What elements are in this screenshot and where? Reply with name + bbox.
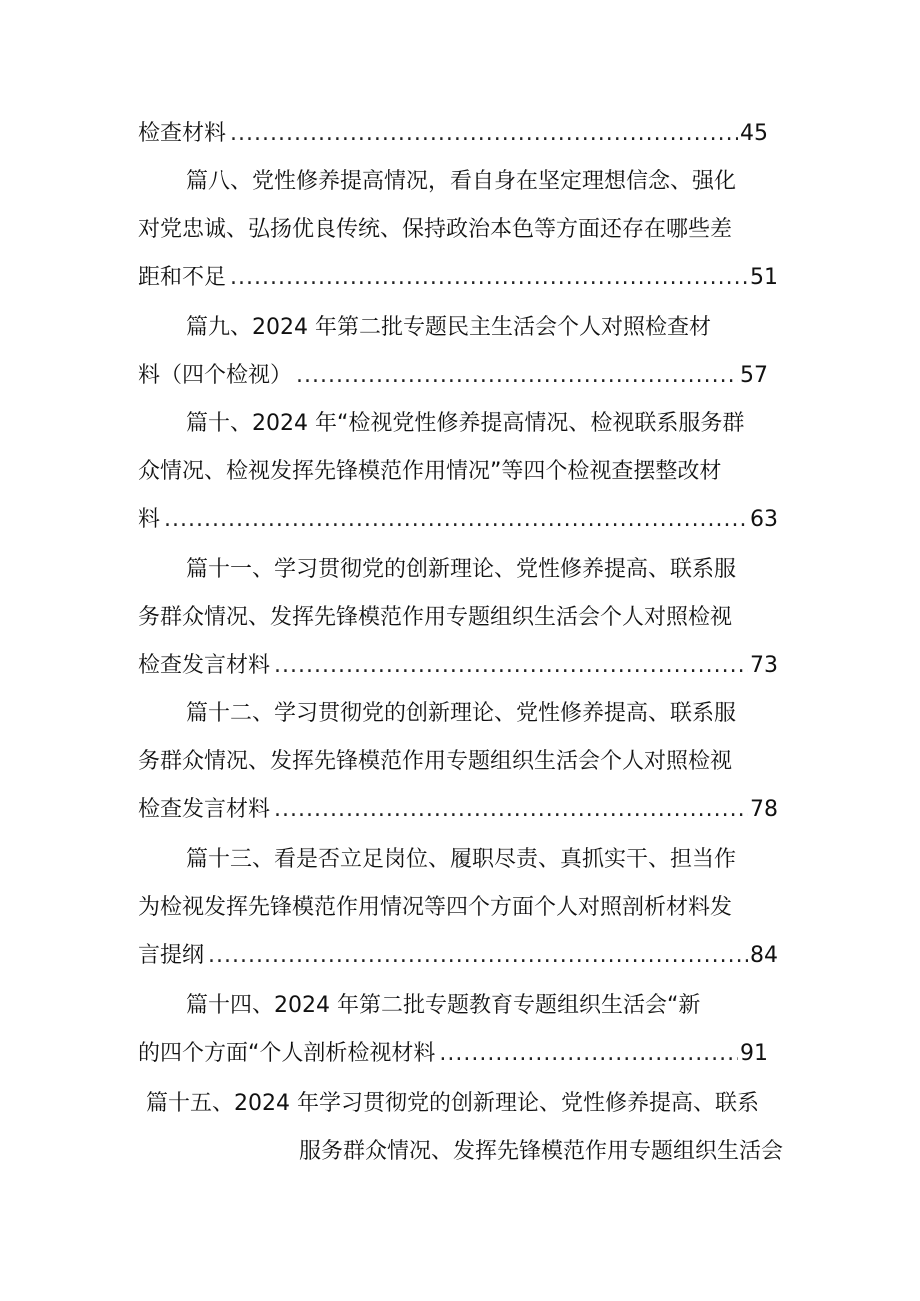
- toc-entry-9-line-1[interactable]: 篇九、2024 年第二批专题民主生活会个人对照检查材: [186, 315, 711, 340]
- toc-page-number: 78: [750, 797, 778, 822]
- toc-page-number: 84: [750, 943, 778, 968]
- toc-entry-13-line-1[interactable]: 篇十三、看是否立足岗位、履职尽责、真抓实干、担当作: [186, 847, 737, 872]
- toc-entry-8-line-2[interactable]: 对党忠诚、弘扬优良传统、保持政治本色等方面还存在哪些差: [138, 217, 733, 242]
- toc-entry-10-line-2[interactable]: 众情况、检视发挥先锋模范作用情况”等四个检视查摆整改材: [138, 459, 722, 484]
- toc-page-number: 63: [750, 507, 778, 532]
- toc-leader-dots: [274, 644, 748, 688]
- toc-entry-12-last-line[interactable]: [138, 788, 778, 832]
- toc-entry-8-line-1[interactable]: 篇八、党性修养提高情况，看自身在坚定理想信念、强化: [186, 169, 737, 194]
- toc-page-number: 57: [740, 363, 768, 388]
- toc-entry-11-line-1[interactable]: 篇十一、学习贯彻党的创新理论、党性修养提高、联系服: [186, 557, 737, 582]
- toc-entry-text: 料（四个检视）: [138, 363, 293, 388]
- toc-entry-text: 检查材料: [138, 121, 227, 146]
- toc-entry-text: 检查发言材料: [138, 797, 271, 822]
- toc-entry-14-last-line[interactable]: [138, 1032, 768, 1076]
- toc-leader-dots: [296, 354, 738, 398]
- toc-entry-11-last-line[interactable]: [138, 644, 778, 688]
- toc-entry-text: 的四个方面“个人剖析检视材料: [138, 1041, 436, 1066]
- toc-page-number: 73: [750, 653, 778, 678]
- toc-entry-text: 距和不足: [138, 265, 227, 290]
- toc-entry-13-last-line[interactable]: [138, 934, 778, 978]
- toc-leader-dots: [230, 256, 748, 300]
- toc-leader-dots: [208, 934, 748, 978]
- toc-entry-10-last-line[interactable]: [138, 498, 778, 542]
- toc-entry-14-line-1[interactable]: 篇十四、2024 年第二批专题教育专题组织生活会“新: [186, 993, 701, 1018]
- toc-page-number: 91: [740, 1041, 768, 1066]
- toc-entry-15-line-2[interactable]: 服务群众情况、发挥先锋模范作用专题组织生活会: [298, 1139, 783, 1164]
- toc-page-number: 45: [740, 121, 768, 146]
- toc-leader-dots: [164, 498, 748, 542]
- toc-entry-15-line-1[interactable]: 篇十五、2024 年学习贯彻党的创新理论、党性修养提高、联系: [146, 1091, 759, 1116]
- toc-entry-12-line-1[interactable]: 篇十二、学习贯彻党的创新理论、党性修养提高、联系服: [186, 701, 737, 726]
- toc-page-number: 51: [750, 265, 778, 290]
- toc-leader-dots: [230, 112, 738, 156]
- toc-entry-8-last-line[interactable]: [138, 256, 778, 300]
- toc-leader-dots: [274, 788, 748, 832]
- toc-entry-7-last-line[interactable]: [138, 112, 768, 156]
- toc-entry-9-last-line[interactable]: [138, 354, 768, 398]
- toc-entry-12-line-2[interactable]: 务群众情况、发挥先锋模范作用专题组织生活会个人对照检视: [138, 749, 733, 774]
- toc-entry-10-line-1[interactable]: 篇十、2024 年“检视党性修养提高情况、检视联系服务群: [186, 411, 745, 436]
- toc-entry-13-line-2[interactable]: 为检视发挥先锋模范作用情况等四个方面个人对照剖析材料发: [138, 895, 733, 920]
- toc-entry-11-line-2[interactable]: 务群众情况、发挥先锋模范作用专题组织生活会个人对照检视: [138, 605, 733, 630]
- toc-entry-text: 料: [138, 507, 161, 532]
- toc-entry-text: 检查发言材料: [138, 653, 271, 678]
- toc-entry-text: 言提纲: [138, 943, 205, 968]
- toc-leader-dots: [439, 1032, 738, 1076]
